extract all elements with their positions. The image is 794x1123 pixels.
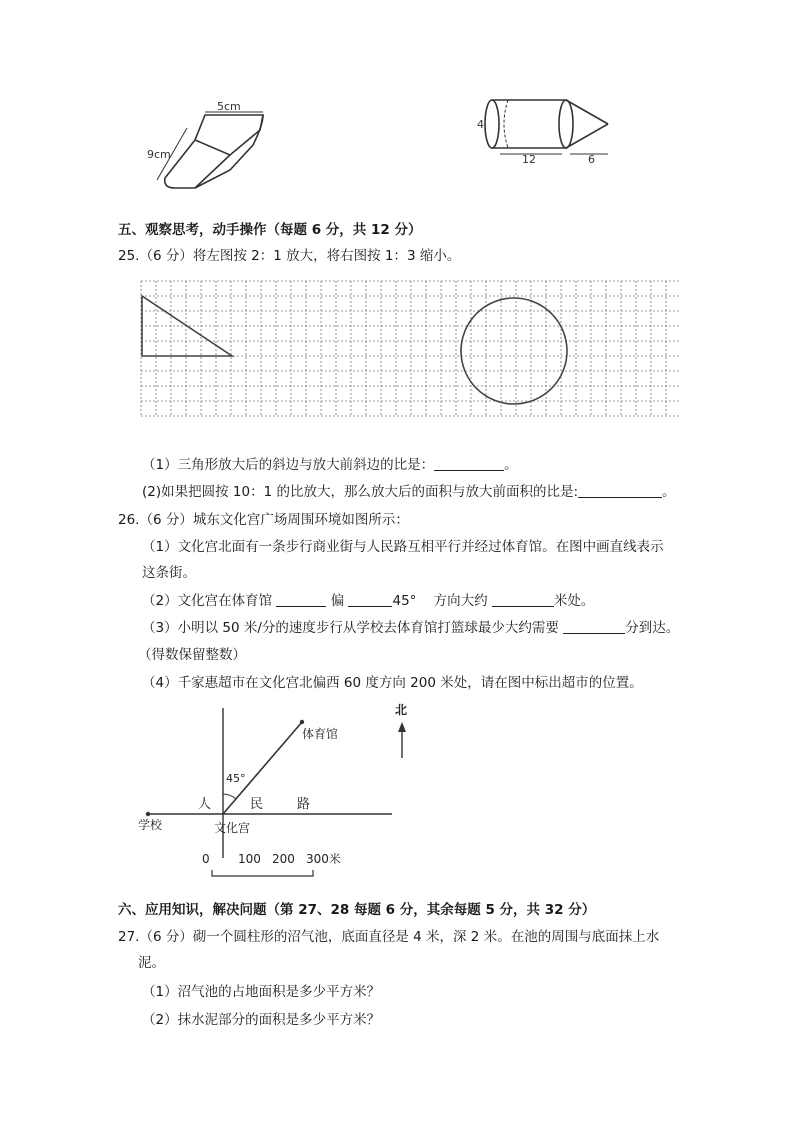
q26-map <box>130 698 430 883</box>
q26-sub2-blank-1[interactable] <box>276 592 326 607</box>
q27-sub1: （1）沼气池的占地面积是多少平方米？ <box>142 984 381 1000</box>
q26-sub2-blank-2[interactable] <box>348 592 392 607</box>
section-5-title: 五、观察思考，动手操作（每题 6 分，共 12 分） <box>118 222 422 238</box>
q26-sub2-b: 偏 <box>330 593 345 609</box>
q25-sub2-end: 。 <box>662 484 676 500</box>
scale-label-300: 300米 <box>306 852 341 866</box>
q25-sub1-end: 。 <box>504 457 518 473</box>
q26-sub2-d: 方向大约 <box>433 593 488 609</box>
q25-grid <box>140 280 680 420</box>
q26-sub2-c: 45° <box>392 593 417 609</box>
q26-sub3-line2: （得数保留整数） <box>138 647 246 663</box>
q26-sub3-text: （3）小明以 50 米/分的速度步行从学校去体育馆打篮球最少大约需要 <box>142 620 559 636</box>
map-school-point <box>146 812 150 816</box>
q26-sub2-e: 米处。 <box>553 593 595 609</box>
q25-sub1-blank[interactable] <box>434 456 504 471</box>
map-road-char-3: 路 <box>297 797 311 812</box>
cone-label-length: 6 <box>588 153 595 166</box>
q25-sub1-text: （1）三角形放大后的斜边与放大前斜边的比是： <box>142 457 435 473</box>
q26-sub2 <box>142 592 594 610</box>
prism-label-left: 9cm <box>147 148 171 161</box>
cylinder-label-length: 12 <box>522 153 536 166</box>
q26-sub3-line1 <box>142 619 679 637</box>
scale-label-200: 200 <box>272 852 295 866</box>
q25-sub1 <box>142 456 518 474</box>
q25-sub2 <box>142 483 676 501</box>
map-road-char-2: 民 <box>250 797 264 812</box>
prism-label-top: 5cm <box>217 100 241 113</box>
scale-label-0: 0 <box>202 852 210 866</box>
q25-sub2-blank[interactable] <box>578 483 662 498</box>
q27-stem-line1: 27.（6 分）砌一个圆柱形的沼气池，底面直径是 4 米，深 2 米。在池的周围与底面抹上水 <box>118 929 660 945</box>
q27-stem-line2: 泥。 <box>138 955 165 971</box>
map-school-label: 学校 <box>138 818 163 832</box>
q27-sub2: （2）抹水泥部分的面积是多少平方米？ <box>142 1012 381 1028</box>
map-gym-point <box>300 720 304 724</box>
q25-sub2-text: (2)如果把圆按 10：1 的比放大，那么放大后的面积与放大前面积的比是: <box>142 484 579 500</box>
figure-cylinder-cone <box>470 92 620 167</box>
q26-sub2-a: （2）文化宫在体育馆 <box>142 593 273 609</box>
scale-label-100: 100 <box>238 852 261 866</box>
map-gym-label: 体育馆 <box>302 727 339 741</box>
cylinder-label-height: 4 <box>477 118 484 131</box>
north-arrow <box>390 700 414 760</box>
figure-prism <box>135 100 275 195</box>
q26-sub4: （4）千家惠超市在文化宫北偏西 60 度方向 200 米处，请在图中标出超市的位置。 <box>142 675 643 691</box>
q26-sub1-line1: （1）文化宫北面有一条步行商业街与人民路互相平行并经过体育馆。在图中画直线表示 <box>142 539 664 555</box>
north-label: 北 <box>395 703 408 717</box>
map-scale-bar <box>212 870 313 876</box>
map-palace-label: 文化宫 <box>214 821 251 835</box>
map-road-char-1: 人 <box>198 797 212 812</box>
q26-stem: 26.（6 分）城东文化宫广场周围环境如图所示： <box>118 512 409 528</box>
grid-circle <box>461 298 567 404</box>
q25-stem: 25.（6 分）将左图按 2：1 放大，将右图按 1：3 缩小。 <box>118 248 461 264</box>
q26-sub3-blank[interactable] <box>563 619 625 634</box>
map-angle-label: 45° <box>226 772 246 785</box>
q26-sub1-line2: 这条街。 <box>142 565 196 581</box>
q26-sub2-blank-3[interactable] <box>492 592 554 607</box>
q26-sub3-end: 分到达。 <box>625 620 680 636</box>
section-6-title: 六、应用知识，解决问题（第 27、28 每题 6 分，其余每题 5 分，共 32 分） <box>118 902 596 918</box>
